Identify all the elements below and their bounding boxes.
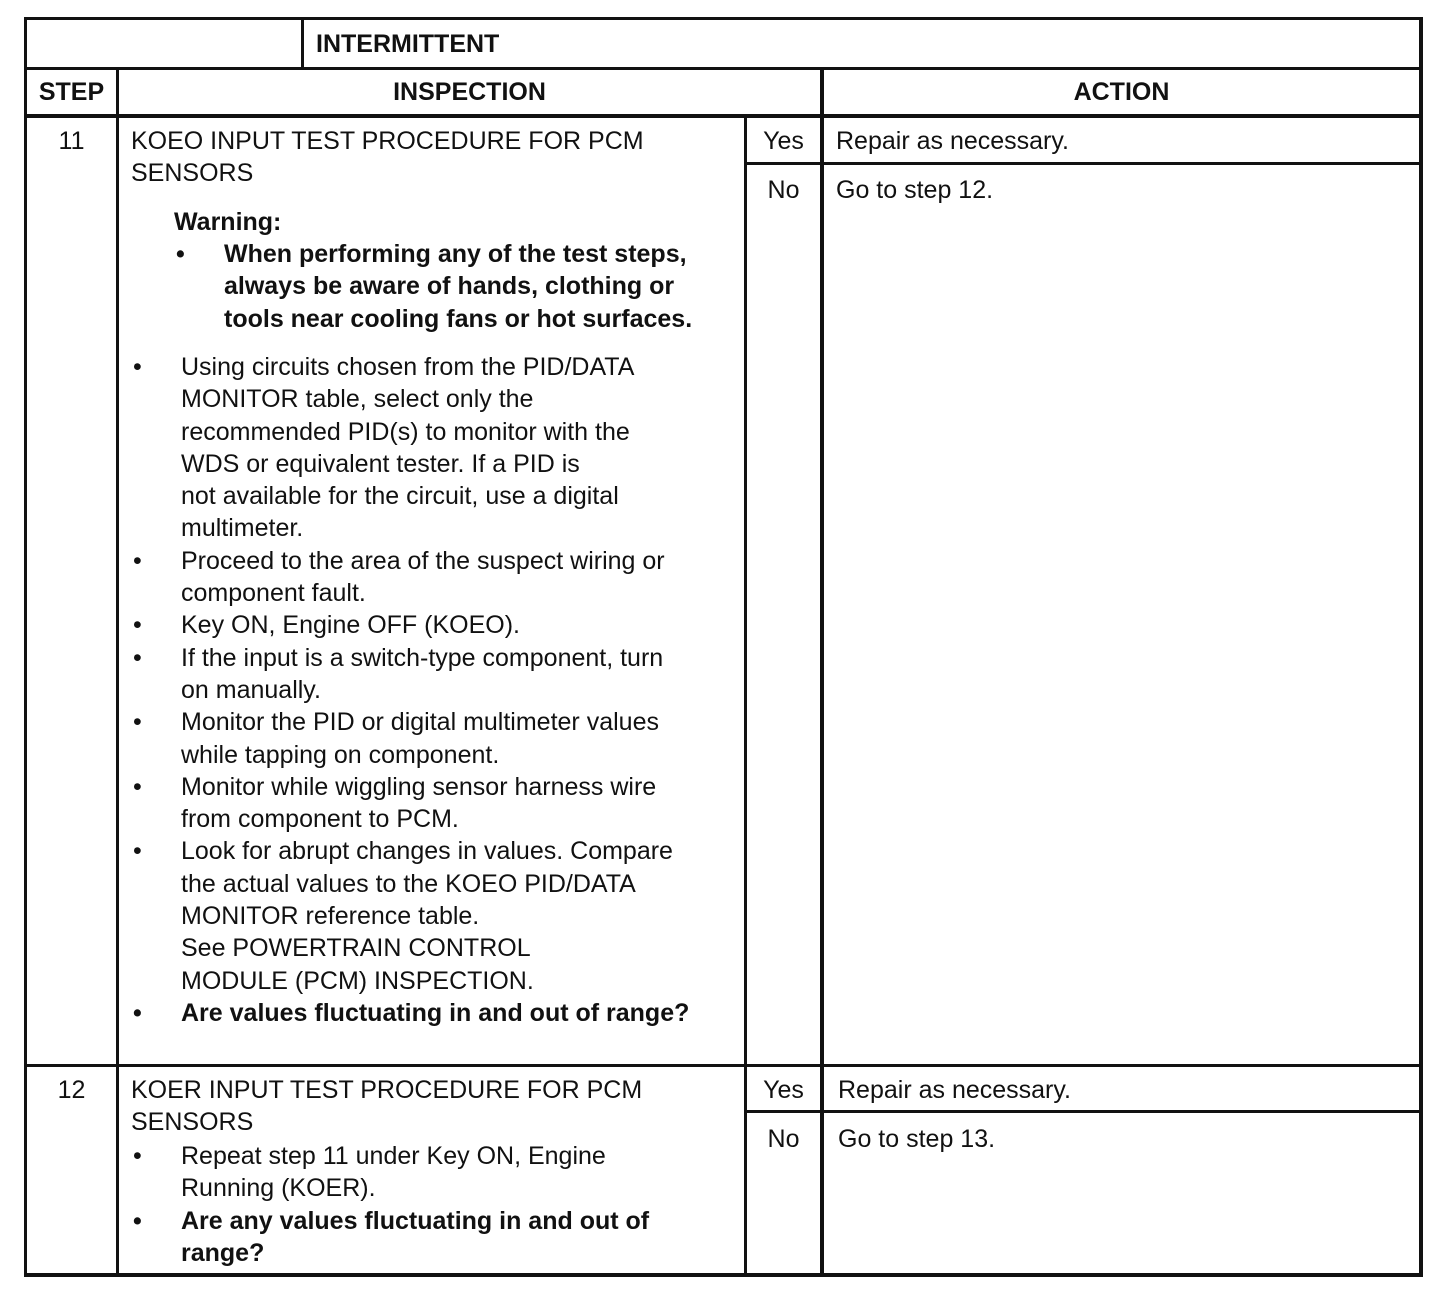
item-line: Monitor while wiggling sensor harness wire (181, 772, 657, 801)
list-item (131, 835, 689, 996)
yes-label: Yes (763, 127, 804, 155)
item-line: WDS or equivalent tester. If a PID is (181, 449, 580, 478)
step11-bullets (131, 351, 689, 1029)
step12-yes-no-divider (744, 1110, 1423, 1113)
item-line: Monitor the PID or digital multimeter values (181, 708, 659, 737)
bullet-icon: • (133, 353, 142, 381)
row-divider (24, 1064, 1423, 1067)
action-column-separator (820, 67, 824, 1277)
item-line: Repeat step 11 under Key ON, Engine (181, 1142, 606, 1170)
bullet-icon: • (133, 1142, 142, 1170)
no-action: Go to step 12. (836, 176, 994, 204)
action-column-header: ACTION (1073, 78, 1170, 106)
list-item (131, 351, 689, 545)
border-right (1419, 17, 1423, 1277)
list-item (131, 545, 689, 610)
list-item (131, 1140, 649, 1205)
bullet-icon: • (133, 611, 142, 640)
no-label: No (767, 176, 800, 204)
item-line: the actual values to the KOEO PID/DATA (181, 869, 636, 898)
bullet-icon: • (133, 1206, 142, 1235)
warning-block (174, 238, 692, 335)
item-line: See POWERTRAIN CONTROL (181, 934, 531, 963)
warning-line: always be aware of hands, clothing or (224, 272, 675, 301)
yes-action: Repair as necessary. (836, 127, 1069, 155)
item-line: recommended PID(s) to monitor with the (181, 417, 630, 446)
item-line: MODULE (PCM) INSPECTION. (181, 966, 534, 995)
step12-bullets (131, 1140, 649, 1269)
list-item (131, 609, 689, 641)
step-column-header: STEP (38, 78, 105, 106)
item-line: Using circuits chosen from the PID/DATA (181, 353, 635, 381)
title-line: SENSORS (131, 159, 254, 188)
header-row-divider (24, 114, 1423, 118)
item-line: MONITOR reference table. (181, 902, 480, 931)
bullet-icon: • (133, 643, 142, 672)
item-line: Running (KOER). (181, 1174, 376, 1203)
bullet-icon: • (133, 708, 142, 737)
step-number: 12 (57, 1076, 86, 1104)
yes-label: Yes (763, 1076, 804, 1104)
list-item (131, 642, 689, 707)
bullet-icon: • (133, 772, 142, 801)
step-number: 11 (58, 127, 85, 155)
item-line: from component to PCM. (181, 805, 459, 834)
list-item (131, 771, 689, 836)
title-line: SENSORS (131, 1108, 254, 1137)
yes-action: Repair as necessary. (838, 1076, 1071, 1104)
bullet-icon: • (176, 240, 185, 268)
warning-item (174, 238, 692, 335)
bullet-icon: • (133, 546, 142, 575)
bullet-icon: • (133, 837, 142, 866)
no-label: No (767, 1125, 800, 1153)
item-line: on manually. (181, 675, 321, 704)
step11-yes-no-divider (744, 162, 1423, 165)
title-row-split (301, 17, 304, 70)
no-action: Go to step 13. (838, 1125, 996, 1153)
title-row-divider (24, 67, 1423, 70)
bullet-icon: • (133, 998, 142, 1027)
item-line: Proceed to the area of the suspect wiring or (181, 546, 665, 575)
step12-title (131, 1074, 642, 1139)
title-line: KOER INPUT TEST PROCEDURE FOR PCM (131, 1076, 643, 1104)
item-line: multimeter. (181, 514, 304, 543)
item-line: component fault. (181, 579, 366, 608)
question-item (131, 1205, 649, 1270)
border-bottom (24, 1273, 1423, 1277)
warning-line: tools near cooling fans or hot surfaces. (224, 304, 693, 333)
item-line: range? (181, 1238, 265, 1267)
step-column-separator (116, 67, 119, 1277)
item-line: Are any values fluctuating in and out of (181, 1206, 650, 1235)
item-line: not available for the circuit, use a digital (181, 482, 619, 511)
border-top (24, 17, 1423, 20)
warning-label: Warning: (174, 208, 282, 236)
item-line: Look for abrupt changes in values. Compare (181, 837, 673, 866)
section-title: INTERMITTENT (316, 30, 500, 58)
item-line: If the input is a switch-type component, turn (181, 643, 664, 672)
warning-line: When performing any of the test steps, (224, 240, 687, 268)
item-line: MONITOR table, select only the (181, 385, 534, 414)
item-line: Are values fluctuating in and out of range? (181, 998, 690, 1027)
list-item (131, 706, 689, 771)
item-line: Key ON, Engine OFF (KOEO). (181, 611, 520, 640)
question-item (131, 997, 689, 1029)
title-line: KOEO INPUT TEST PROCEDURE FOR PCM (131, 127, 644, 155)
inspection-column-header: INSPECTION (393, 78, 546, 106)
step11-title (131, 125, 644, 190)
item-line: while tapping on component. (181, 740, 500, 769)
